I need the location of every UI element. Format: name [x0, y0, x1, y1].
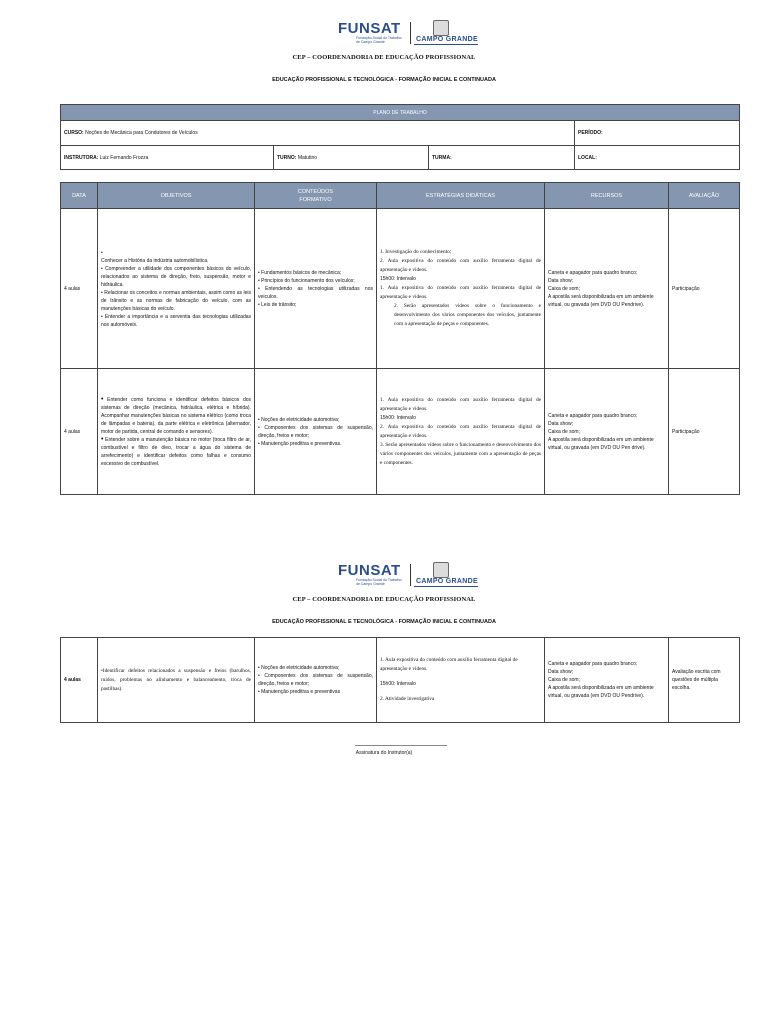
row1-conteudos — [255, 209, 377, 369]
plano-title: PLANO DE TRABALHO — [61, 105, 740, 121]
p2-recursos — [545, 638, 669, 723]
list-item: Caixa de som; — [548, 428, 580, 435]
list-item: Caneta e apagador para quadro branco; — [548, 269, 638, 276]
col-conteudos-line2: FORMATIVO — [299, 196, 332, 203]
periodo-cell — [575, 121, 740, 146]
list-item: • Noções de eletricidade automotiva; — [258, 665, 340, 671]
instrutora-label: INSTRUTORA: — [64, 154, 99, 161]
logo-campo-grande: CAMPO GRANDE — [416, 578, 478, 585]
row2-avaliacao: Participação — [669, 369, 740, 495]
cep-title: CEP – COORDENADORIA DE EDUCAÇÃO PROFISSIONAL — [292, 54, 476, 61]
list-item: • Compreender a utilidade dos componentes básicos do veículo, relacionados ao sistema de direção, freio, suspensão, motor e hidráulica. — [101, 265, 252, 288]
row2-recursos — [545, 369, 669, 495]
instrutora-value: Luiz Fernando Frozza — [99, 154, 149, 161]
strategy-intervalo: 15h00: Intervalo — [380, 681, 416, 687]
logo-funsat-subtitle: Fundação Social do Trabalho de Campo Grande — [356, 36, 402, 44]
row1-objetivos — [98, 209, 255, 369]
cep-title: CEP – COORDENADORIA DE EDUCAÇÃO PROFISSIONAL — [292, 596, 476, 603]
local-cell — [575, 146, 740, 170]
list-item: Data show; — [548, 669, 574, 675]
logo-underline — [414, 44, 478, 45]
curso-label: CURSO: — [64, 130, 84, 136]
logo-funsat-text: FUNSAT — [338, 20, 401, 37]
p2-objetivos — [98, 638, 255, 723]
p2-conteudos — [255, 638, 377, 723]
row2-objetivos — [98, 369, 255, 495]
edu-title: EDUCAÇÃO PROFISSIONAL E TECNOLÓGICA - FORMAÇÃO INICIAL E CONTINUADA — [272, 619, 496, 625]
p2-avaliacao: Avaliação escrita com questões de múltipla escolha. — [669, 638, 740, 723]
strategy-item: 3. Serão apresentados vídeos sobre o funcionamento e desenvolvimento dos vários componentes dos veículos, juntamente com a apresentação de peças e componentes. — [380, 441, 541, 466]
strategy-item: 2. Aula expositiva do conteúdo com auxílio ferramenta digital de apresentação e vídeos. — [380, 423, 541, 439]
table-row — [61, 369, 740, 495]
instrutora-cell — [61, 146, 274, 170]
strategy-item: 1. Aula expositiva do conteúdo com auxílio ferramenta digital de apresentação e vídeos. — [380, 657, 518, 672]
strategy-intervalo: 15h00: Intervalo — [380, 414, 416, 421]
row1-estrategias — [377, 209, 545, 369]
strategy-item: 1. Aula expositiva do conteúdo com auxílio ferramenta digital de apresentação e vídeos. — [380, 285, 541, 300]
strategy-item: 2. Aula expositiva do conteúdo com auxílio ferramenta digital de apresentação e vídeos. — [380, 258, 541, 273]
list-item: • Manutenção preditiva e preventivas — [258, 689, 341, 695]
strategy-item: 2. Atividade investigativa — [380, 696, 435, 702]
turno-label: TURNO: — [277, 154, 297, 161]
list-item: • Entendendo as tecnologias utilizadas nos veículos. — [258, 285, 373, 300]
list-item: • Entender sobre a manutenção básica no motor (troca filtro de ar, combustível e filtro de óleo, trocar a água do sistema de arrefecimento) e identificar defeitos como falhas e consumo excessivo de combustível. — [101, 435, 252, 467]
list-item: A apostila será disponibilizada em um ambiente virtual, ou gravada (em DVD OU Pendrive). — [548, 685, 654, 699]
funsat-logo — [338, 562, 480, 588]
list-item: • Entender a importância e a serventia das tecnologias utilizadas nos automóveis. — [101, 313, 252, 328]
turma-cell — [429, 146, 575, 170]
local-label: LOCAL: — [578, 154, 597, 161]
table-row — [61, 209, 740, 369]
list-item: •Identificar defeitos relacionados a suspensão e freios (barulhos, ruídos, problemas no alinhamento e balanceamento, troca de pastilhas). — [101, 667, 251, 692]
row2-data: 4 aulas — [61, 369, 98, 495]
city-seal-icon — [433, 562, 449, 578]
logo-underline — [414, 586, 478, 587]
list-item: • Fundamentos básicos de mecânica; — [258, 269, 342, 276]
curso-value: Noções de Mecânica para Condutores de Veículos — [85, 130, 198, 136]
logo-funsat-text: FUNSAT — [338, 562, 401, 579]
col-estrategias: ESTRATÉGIAS DIDÁTICAS — [377, 183, 545, 209]
list-item: Caixa de som; — [548, 677, 580, 683]
col-conteudos-line1: CONTEÚDOS — [297, 188, 334, 195]
p2-data: 4 aulas — [61, 638, 98, 723]
table-row — [61, 638, 740, 723]
plan-table-page2 — [60, 637, 740, 723]
curso-cell — [61, 121, 575, 146]
list-item: • Conhecer a História da indústria automobilística. — [101, 249, 209, 264]
list-item: • Manutenção preditiva e preventivas. — [258, 440, 342, 447]
plan-table — [60, 182, 740, 495]
logo-funsat-subtitle: Fundação Social do Trabalho de Campo Grande — [356, 578, 402, 586]
signature-line — [355, 745, 447, 746]
strategy-item: 2. Serão apresentados vídeos sobre o funcionamento e desenvolvimento dos vários componentes dos veículos, juntamente com a apresentação de peças e componentes. — [394, 303, 541, 327]
list-item: • Relacionar os conceitos e normas ambientais, assim como as leis de trânsito e as normas de fabricação do veículo, com as manutenções básicas do veículo. — [101, 289, 252, 312]
list-item: Caneta e apagador para quadro branco; — [548, 412, 638, 419]
list-item: • Noções de eletricidade automotiva; — [258, 416, 340, 423]
row1-avaliacao: Participação — [669, 209, 740, 369]
col-avaliacao: AVALIAÇÃO — [669, 183, 740, 209]
col-conteudos — [255, 183, 377, 209]
strategy-intervalo: 15h00: Intervalo — [380, 276, 416, 282]
turno-value: Matutino — [297, 154, 318, 161]
logo-separator — [410, 564, 411, 586]
list-item: • Componentes dos sistemas de suspensão, direção, freios e motor; — [258, 424, 373, 439]
list-item: Data show; — [548, 420, 574, 427]
list-item: Caneta e apagador para quadro branco; — [548, 661, 638, 667]
list-item: • Princípios do funcionamento dos veículos; — [258, 277, 355, 284]
col-objetivos: OBJETIVOS — [98, 183, 255, 209]
row1-recursos — [545, 209, 669, 369]
row1-data: 4 aulas — [61, 209, 98, 369]
row2-conteudos — [255, 369, 377, 495]
logo-campo-grande: CAMPO GRANDE — [416, 36, 478, 43]
list-item: A apostila será disponibilizada em um ambiente virtual, ou gravada (em DVD OU Pendrive). — [548, 293, 654, 308]
signature-label: Assinatura do Instrutor(a) — [355, 750, 413, 756]
list-item: • Entender como funciona e identificar defeitos básicos dos sistemas de direção (mecânica, hidráulica, elétrica e híbrida). Acompanhar manutenções básicas no sistema elétrico (como troca de lâmpadas e bateria), da parte elétrica e eletrônica (alternador, motor de partida, central de comando e sensores). — [101, 395, 252, 435]
city-seal-icon — [433, 20, 449, 36]
edu-title: EDUCAÇÃO PROFISSIONAL E TECNOLÓGICA - FORMAÇÃO INICIAL E CONTINUADA — [272, 77, 496, 83]
turno-cell — [274, 146, 429, 170]
funsat-logo — [338, 20, 480, 46]
strategy-item: 1. Investigação do conhecimento; — [380, 249, 452, 255]
strategy-item: 1. Aula expositiva do conteúdo com auxílio ferramenta digital de apresentação e vídeos. — [380, 396, 541, 412]
plano-table — [60, 104, 740, 170]
list-item: A apostila será disponibilizada em um ambiente virtual, ou gravada (em DVD OU Pen drive). — [548, 436, 654, 451]
p2-estrategias — [377, 638, 545, 723]
turma-label: TURMA: — [432, 154, 452, 161]
col-recursos: RECURSOS — [545, 183, 669, 209]
list-item: Data show; — [548, 277, 574, 284]
periodo-label: PERÍODO: — [578, 130, 603, 136]
list-item: • Componentes dos sistemas de suspensão, direção, freios e motor; — [258, 673, 373, 687]
list-item: Caixa de som; — [548, 285, 580, 292]
logo-separator — [410, 22, 411, 44]
col-data: DATA — [61, 183, 98, 209]
list-item: • Leis de trânsito; — [258, 301, 297, 308]
row2-estrategias — [377, 369, 545, 495]
